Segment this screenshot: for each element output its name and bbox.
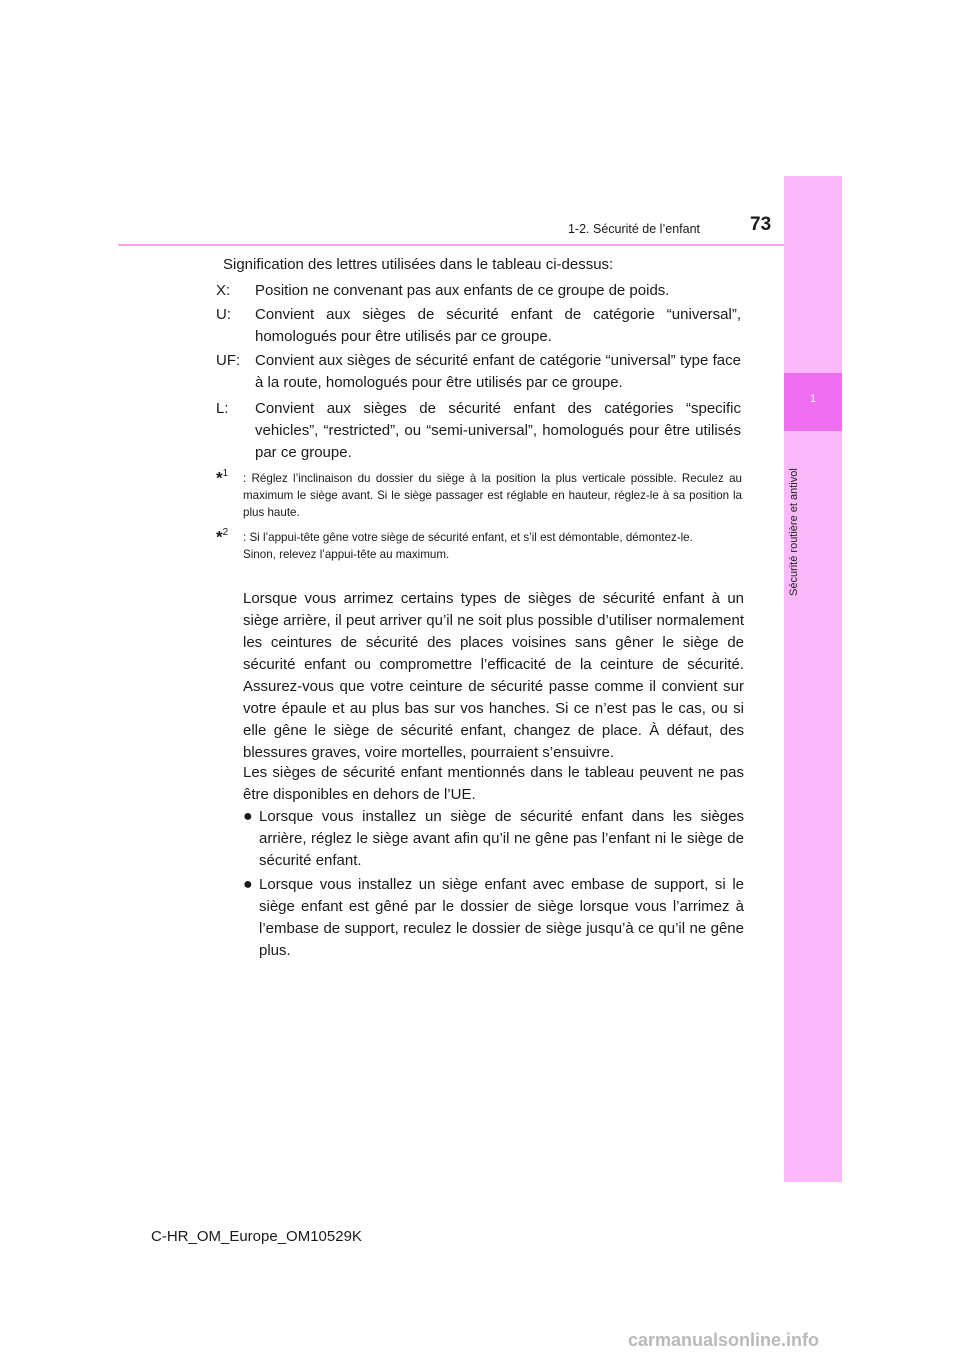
chapter-number: 1	[809, 393, 817, 405]
definition-text: Convient aux sièges de sécurité enfant de catégorie “universal”, homologués pour être utilisés par ce groupe.	[255, 306, 741, 345]
bullet-text: Lorsque vous installez un siège de sécurité enfant dans les sièges arrière, réglez le siège avant afin qu’il ne gêne pas l’enfant ni le siège de sécurité enfant.	[259, 808, 744, 869]
definition-text: Convient aux sièges de sécurité enfant de catégorie “universal” type face à la route, homologués pour être utilisés par ce groupe.	[255, 352, 741, 391]
bullet-icon: ●	[243, 876, 253, 893]
definition-text: Position ne convenant pas aux enfants de ce groupe de poids.	[255, 282, 670, 299]
chapter-title: Sécurité routière et antivol	[788, 468, 800, 596]
definition-key: X:	[216, 282, 231, 299]
watermark: carmanualsonline.info	[628, 1330, 820, 1350]
header-divider	[118, 244, 840, 246]
footnote-2	[216, 529, 742, 563]
bullet-item	[243, 806, 744, 872]
warning-paragraph: Lorsque vous arrimez certains types de sièges de sécurité enfant à un siège arrière, il peut arriver qu’il ne soit plus possible d’utiliser normalement les ceintures de sécurité des places voisines sans gêner le siège de sécurité enfant ou compromettre l’efficacité de la ceinture de sécurité. Assurez-vous que votre ceinture de sécurité passe comme il convient sur votre épaule et au plus bas sur vos hanches. Si ce n’est pas le cas, ou si elle gêne le siège de sécurité enfant, changez de place. À défaut, des blessures graves, voire mortelles, pourraient s’ensuivre.	[243, 590, 744, 761]
page-number: 73	[750, 214, 772, 235]
definition-text: Convient aux sièges de sécurité enfant des catégories “specific vehicles”, “restricted”, ou “semi-universal”, homologués pour être utilisés par ce groupe.	[255, 400, 741, 461]
legend-intro: Signification des lettres utilisées dans le tableau ci-dessus:	[223, 256, 614, 273]
document-code: C-HR_OM_Europe_OM10529K	[151, 1228, 362, 1245]
footnote-text: : Réglez l’inclinaison du dossier du siège à la position la plus verticale possible. Reculez au maximum le siège avant. Si le siège passager est réglable en hauteur, réglez-le à sa position la plus haute.	[243, 472, 742, 519]
definition-key: UF:	[216, 352, 241, 369]
definition-key: U:	[216, 306, 231, 323]
footnote-marker: *$^2$	[216, 527, 229, 547]
chapter-sidebar	[784, 176, 842, 1182]
footnote-text: : Si l’appui-tête gêne votre siège de sécurité enfant, et s’il est démontable, démontez-le.	[243, 531, 693, 544]
definition-u	[216, 304, 741, 348]
footnote-1	[216, 470, 742, 521]
availability-paragraph: Les sièges de sécurité enfant mentionnés dans le tableau peuvent ne pas être disponibles en dehors de l’UE.	[243, 764, 744, 803]
bullet-item	[243, 874, 744, 962]
bullet-icon: ●	[243, 808, 253, 825]
definition-x	[216, 280, 741, 302]
section-header: 1-2. Sécurité de l’enfant	[567, 222, 700, 236]
definition-key: L:	[216, 400, 229, 417]
definition-l	[216, 398, 741, 464]
bullet-text: Lorsque vous installez un siège enfant avec embase de support, si le siège enfant est gêné par le dossier de siège lorsque vous l’arrimez à l’embase de support, reculez le dossier de siège jusqu’à ce qu’il ne gêne plus.	[259, 876, 744, 959]
definition-uf	[216, 350, 741, 394]
footnote-text-continued: Sinon, relevez l’appui-tête au maximum.	[243, 548, 450, 561]
footnote-marker: *$^1$	[216, 468, 229, 488]
